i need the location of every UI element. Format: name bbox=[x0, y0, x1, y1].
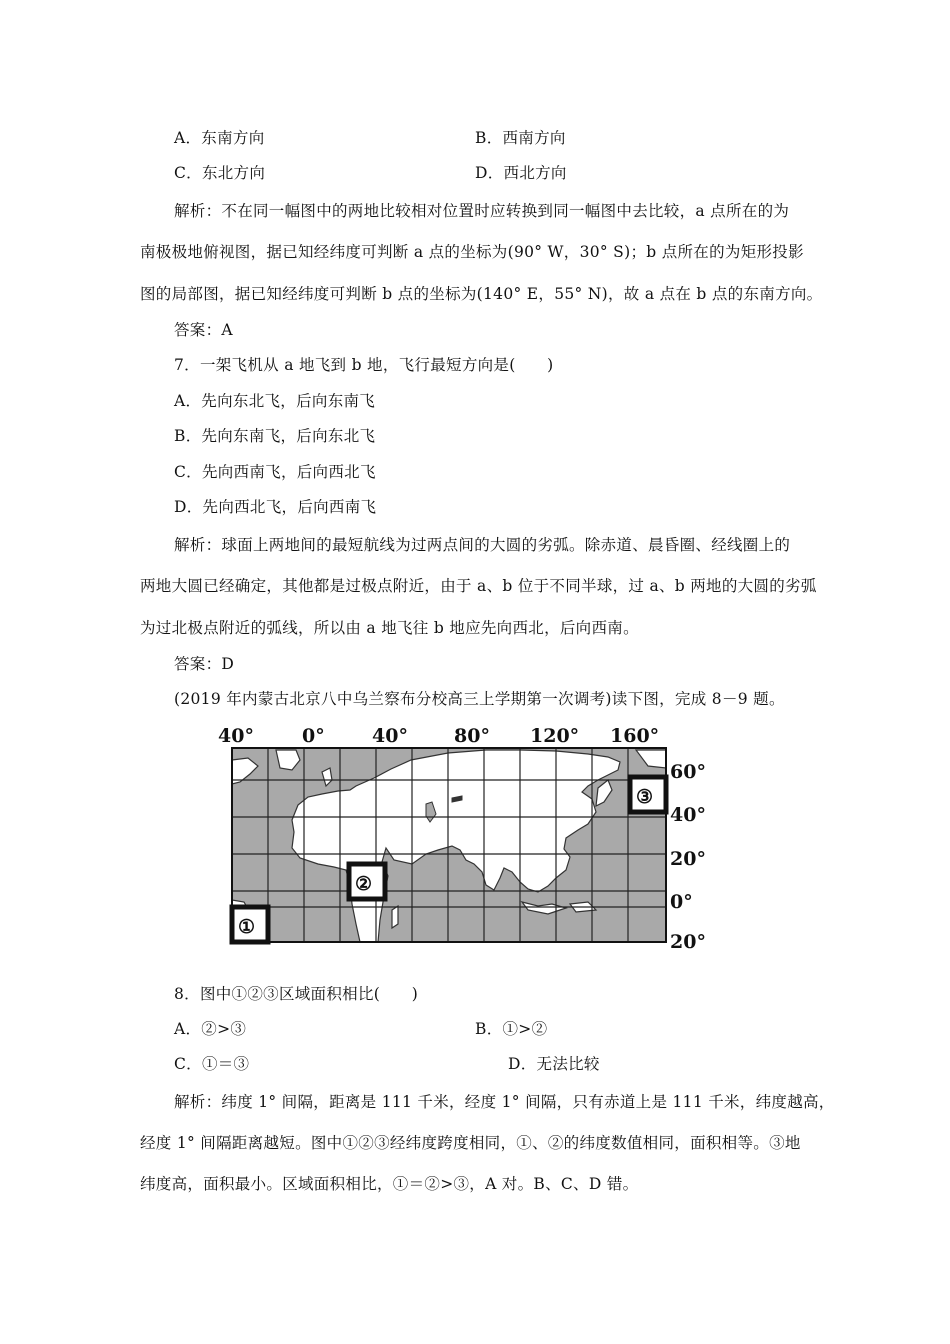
region-3 bbox=[630, 777, 666, 812]
map-intro: (2019 年内蒙古北京八中乌兰察布分校高三上学期第一次调考)读下图，完成 8－9 题。 bbox=[174, 690, 785, 708]
q7-analysis-line: 为过北极点附近的弧线，所以由 a 地飞往 b 地应先向西北，后向西南。 bbox=[140, 619, 639, 637]
region-1 bbox=[232, 907, 268, 942]
q7-analysis-line: 两地大圆已经确定，其他都是过极点附近，由于 a、b 位于不同半球，过 a、b 两地的大圆的劣弧 bbox=[140, 577, 817, 595]
region-2 bbox=[349, 864, 385, 899]
q7-option-b: B．先向东南飞，后向东北飞 bbox=[174, 427, 376, 445]
q6-option-d: D．西北方向 bbox=[475, 164, 567, 182]
q6-analysis-line: 解析：不在同一幅图中的两地比较相对位置时应转换到同一幅图中去比较，a 点所在的为 bbox=[174, 202, 790, 220]
region-3-label: ③ bbox=[636, 786, 654, 808]
world-map-figure bbox=[216, 720, 716, 952]
q8-option-a: A．②>③ bbox=[174, 1020, 247, 1038]
lat-label: 20° bbox=[670, 931, 706, 952]
q8-option-c: C．①＝③ bbox=[174, 1055, 250, 1073]
region-2-label: ② bbox=[355, 873, 373, 895]
lon-label: 40° bbox=[218, 725, 254, 747]
q7-option-a: A．先向东北飞，后向东南飞 bbox=[174, 392, 376, 410]
q6-option-c: C．东北方向 bbox=[174, 164, 266, 182]
map-frame bbox=[232, 748, 666, 942]
q7-stem: 7．一架飞机从 a 地飞到 b 地，飞行最短方向是( ) bbox=[174, 356, 554, 374]
q8-stem: 8．图中①②③区域面积相比( ) bbox=[174, 985, 419, 1003]
lat-label: 60° bbox=[670, 761, 706, 783]
lon-label: 80° bbox=[454, 725, 490, 747]
lon-label: 0° bbox=[302, 725, 325, 747]
q7-option-c: C．先向西南飞，后向西北飞 bbox=[174, 463, 376, 481]
lat-label: 20° bbox=[670, 848, 706, 870]
region-1-label: ① bbox=[238, 916, 256, 938]
q8-analysis-line: 纬度高，面积最小。区域面积相比，①＝②>③，A 对。B、C、D 错。 bbox=[140, 1175, 639, 1193]
q8-analysis-line: 经度 1° 间隔距离越短。图中①②③经纬度跨度相同，①、②的纬度数值相同，面积相等。③地 bbox=[140, 1134, 801, 1152]
q6-analysis-line: 图的局部图，据已知经纬度可判断 b 点的坐标为(140° E，55° N)，故 a 点在 b 点的东南方向。 bbox=[140, 285, 823, 303]
q8-option-b: B．①>② bbox=[475, 1020, 548, 1038]
lon-label: 40° bbox=[372, 725, 408, 747]
q8-option-d: D．无法比较 bbox=[508, 1055, 600, 1073]
q6-analysis-line: 南极极地俯视图，据已知经纬度可判断 a 点的坐标为(90° W，30° S)；b 点所在的为矩形投影 bbox=[140, 243, 804, 261]
land-madagascar bbox=[392, 906, 398, 928]
q6-answer: 答案：A bbox=[174, 321, 233, 339]
lon-label: 120° bbox=[530, 725, 580, 747]
q6-option-a: A．东南方向 bbox=[174, 129, 265, 147]
q7-option-d: D．先向西北飞，后向西南飞 bbox=[174, 498, 377, 516]
q8-analysis-line: 解析：纬度 1° 间隔，距离是 111 千米，经度 1° 间隔，只有赤道上是 111 千米，纬度越高， bbox=[174, 1093, 835, 1111]
q7-answer: 答案：D bbox=[174, 655, 235, 673]
lat-label: 40° bbox=[670, 804, 706, 826]
lat-label: 0° bbox=[670, 891, 693, 913]
q7-analysis-line: 解析：球面上两地间的最短航线为过两点间的大圆的劣弧。除赤道、晨昏圈、经线圈上的 bbox=[174, 536, 791, 554]
lon-label: 160° bbox=[610, 725, 660, 747]
q6-option-b: B．西南方向 bbox=[475, 129, 566, 147]
